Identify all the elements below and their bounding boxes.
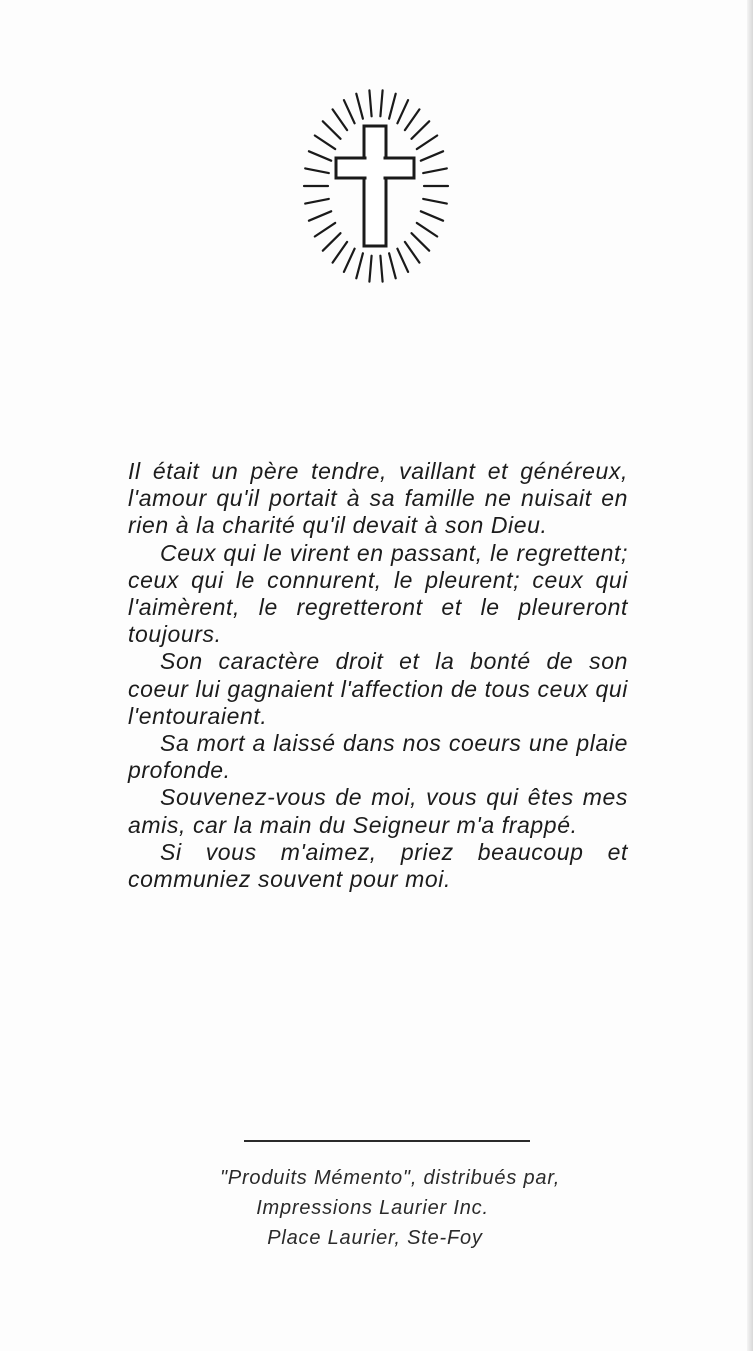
cross-icon xyxy=(336,126,414,246)
halo-ray xyxy=(309,151,331,160)
halo-ray xyxy=(423,199,447,204)
publisher-address: Place Laurier, Ste-Foy xyxy=(267,1227,483,1249)
poem-paragraph: Ceux qui le virent en passant, le regrettent; ceux qui le connurent, le pleurent; ceux qui l'aimèrent, le regretteront et le pleureront toujours. xyxy=(128,539,628,648)
halo-ray xyxy=(309,211,331,220)
radiant-cross-icon xyxy=(296,86,456,286)
halo-ray xyxy=(423,168,447,173)
divider-rule xyxy=(244,1140,530,1142)
memorial-poem xyxy=(128,458,628,893)
halo-ray xyxy=(315,136,335,150)
poem-paragraph: Souvenez-vous de moi, vous qui êtes mes amis, car la main du Seigneur m'a frappé. xyxy=(128,784,628,838)
halo-ray xyxy=(344,100,355,123)
halo-ray xyxy=(380,90,382,116)
halo-ray xyxy=(412,233,430,251)
halo-ray xyxy=(397,249,408,272)
publisher-footer xyxy=(130,1163,650,1253)
halo-ray xyxy=(417,136,437,150)
halo-ray xyxy=(389,253,396,278)
halo-ray xyxy=(389,94,396,119)
halo-ray xyxy=(380,256,382,282)
poem-paragraph: Sa mort a laissé dans nos coeurs une plaie profonde. xyxy=(128,730,628,784)
halo-ray xyxy=(421,211,443,220)
halo-ray xyxy=(397,100,408,123)
halo-ray xyxy=(405,109,420,130)
halo-ray xyxy=(421,151,443,160)
halo-ray xyxy=(305,168,329,173)
halo-ray xyxy=(405,242,420,263)
poem-paragraph: Si vous m'aimez, priez beaucoup et communiez souvent pour moi. xyxy=(128,838,628,893)
card-edge xyxy=(747,0,753,1351)
halo-ray xyxy=(344,249,355,272)
halo-ray xyxy=(369,256,371,282)
publisher-line: "Produits Mémento", distribués par, xyxy=(219,1167,561,1189)
publisher-name: Impressions Laurier Inc. xyxy=(256,1197,489,1219)
halo-ray xyxy=(323,121,341,139)
halo-ray xyxy=(305,199,329,204)
halo-ray xyxy=(323,233,341,251)
halo-ray xyxy=(417,223,437,237)
halo-ray xyxy=(356,253,363,278)
halo-ray xyxy=(333,109,348,130)
halo-ray xyxy=(412,121,430,139)
halo-ray xyxy=(356,94,363,119)
halo-ray xyxy=(315,223,335,237)
poem-paragraph: Il était un père tendre, vaillant et généreux, l'amour qu'il portait à sa famille ne nuisait en rien à la charité qu'il devait à son Dieu. xyxy=(128,458,628,539)
halo-ray xyxy=(369,90,371,116)
halo-ray xyxy=(333,242,348,263)
poem-paragraph: Son caractère droit et la bonté de son coeur lui gagnaient l'affection de tous ceux qui l'entouraient. xyxy=(128,648,628,729)
